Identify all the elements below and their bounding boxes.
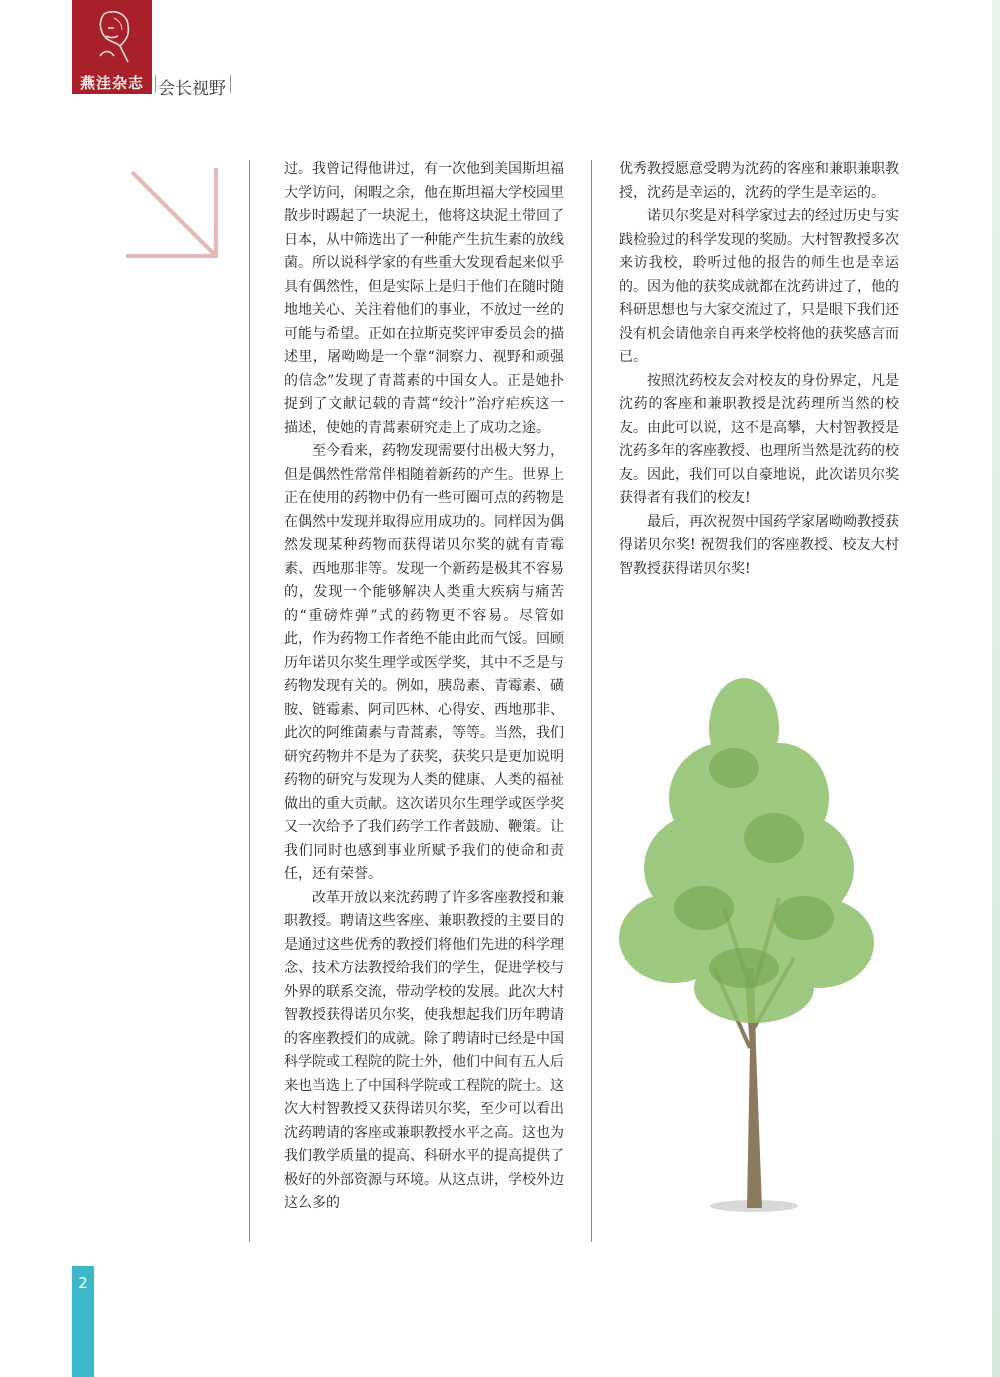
arrow-down-right-icon [126, 166, 222, 262]
paragraph: 最后，再次祝贺中国药学家屠呦呦教授获得诺贝尔奖! 祝贺我们的客座教授、校友大村智教授获得诺贝尔奖! [619, 513, 899, 577]
paragraph: 过。我曾记得他讲过，有一次他到美国斯坦福大学访问，闲暇之余，他在斯坦福大学校园里散步时踢起了一块泥土，他将这块泥土带回了日本，从中筛选出了一种能产生抗生素的放线菌。所以说科学家的有些重大发现看起来似乎具有偶然性，但是实际上是归于他们在随时随地地关心、关注着他们的事业，不放过一丝的可能与希望。正如在拉斯克奖评审委员会的描述里，屠呦呦是一个靠“洞察力、视野和顽强的信念”发现了青蒿素的中国女人。正是她扑捉到了文献记载的青蒿“绞汁”治疗疟疾这一描述，使她的青蒿素研究走上了成功之途。 [284, 161, 564, 436]
tree-illustration [604, 668, 884, 1218]
article-column-right [619, 158, 899, 581]
logo-title: 燕洼杂志 [79, 74, 144, 92]
column-divider [591, 160, 592, 1242]
section-separator [230, 75, 231, 93]
paragraph: 诺贝尔奖是对科学家过去的经过历史与实践检验过的科学发现的奖励。大村智教授多次来访我校，聆听过他的报告的师生也是幸运的。因为他的获奖成就都在沈药讲过了，他的科研思想也与大家交流过了，只是眼下我们还没有机会请他亲自再来学校将他的获奖感言而已。 [619, 208, 899, 365]
paragraph: 按照沈药校友会对校友的身份界定，凡是沈药的客座和兼职教授是沈药理所当然的校友。由此可以说，这不是高攀，大村智教授是沈药多年的客座教授、也理所当然是沈药的校友。因此，我们可以自豪地说，此次诺贝尔奖获得者有我们的校友! [619, 372, 899, 506]
column-divider [249, 160, 250, 1242]
paragraph: 优秀教授愿意受聘为沈药的客座和兼职兼职教授，沈药是幸运的，沈药的学生是幸运的。 [619, 161, 899, 201]
article-column-left [284, 158, 564, 1216]
section-separator [155, 75, 156, 93]
section-label: 会长视野 [158, 79, 226, 99]
paragraph: 至今看来，药物发现需要付出极大努力，但是偶然性常常伴相随着新药的产生。世界上正在使用的药物中仍有一些可圈可点的药物是在偶然中发现并取得应用成功的。同样因为偶然发现某种药物而获得诺贝尔奖的就有青霉素、西地那非等。发现一个新药是极其不容易的，发现一个能够解决人类重大疾病与痛苦的“重磅炸弹”式的药物更不容易。尽管如此，作为药物工作者绝不能由此而气馁。回顾历年诺贝尔奖生理学或医学奖，其中不乏是与药物发现有关的。例如，胰岛素、青霉素、磺胺、链霉素、阿司匹林、心得安、西地那非、此次的阿维菌素与青蒿素，等等。当然，我们研究药物并不是为了获奖，获奖只是更加说明药物的研究与发现为人类的健康、人类的福祉做出的重大贡献。这次诺贝尔生理学或医学奖又一次给予了我们药学工作者鼓励、鞭策。让我们同时也感到事业所赋予我们的使命和责任，还有荣誉。 [284, 443, 564, 882]
page-number: 2 [78, 1274, 88, 1292]
paragraph: 改革开放以来沈药聘了许多客座教授和兼职教授。聘请这些客座、兼职教授的主要目的是通过这些优秀的教授们将他们先进的科学理念、技术方法教授给我们的学生，促进学校与外界的联系交流，带动学校的发展。此次大村智教授获得诺贝尔奖，使我想起我们历年聘请的客座教授们的成就。除了聘请时已经是中国科学院或工程院的院士外，他们中间有五人后来也当选上了中国科学院或工程院的院士。这次大村智教授又获得诺贝尔奖，至少可以看出沈药聘请的客座或兼职教授水平之高。这也为我们教学质量的提高、科研水平的提高提供了极好的外部资源与环境。从这点讲，学校外边这么多的 [284, 889, 564, 1211]
magazine-logo [72, 0, 152, 94]
portrait-sketch-icon [84, 6, 140, 66]
right-edge-strip [992, 0, 1000, 1377]
